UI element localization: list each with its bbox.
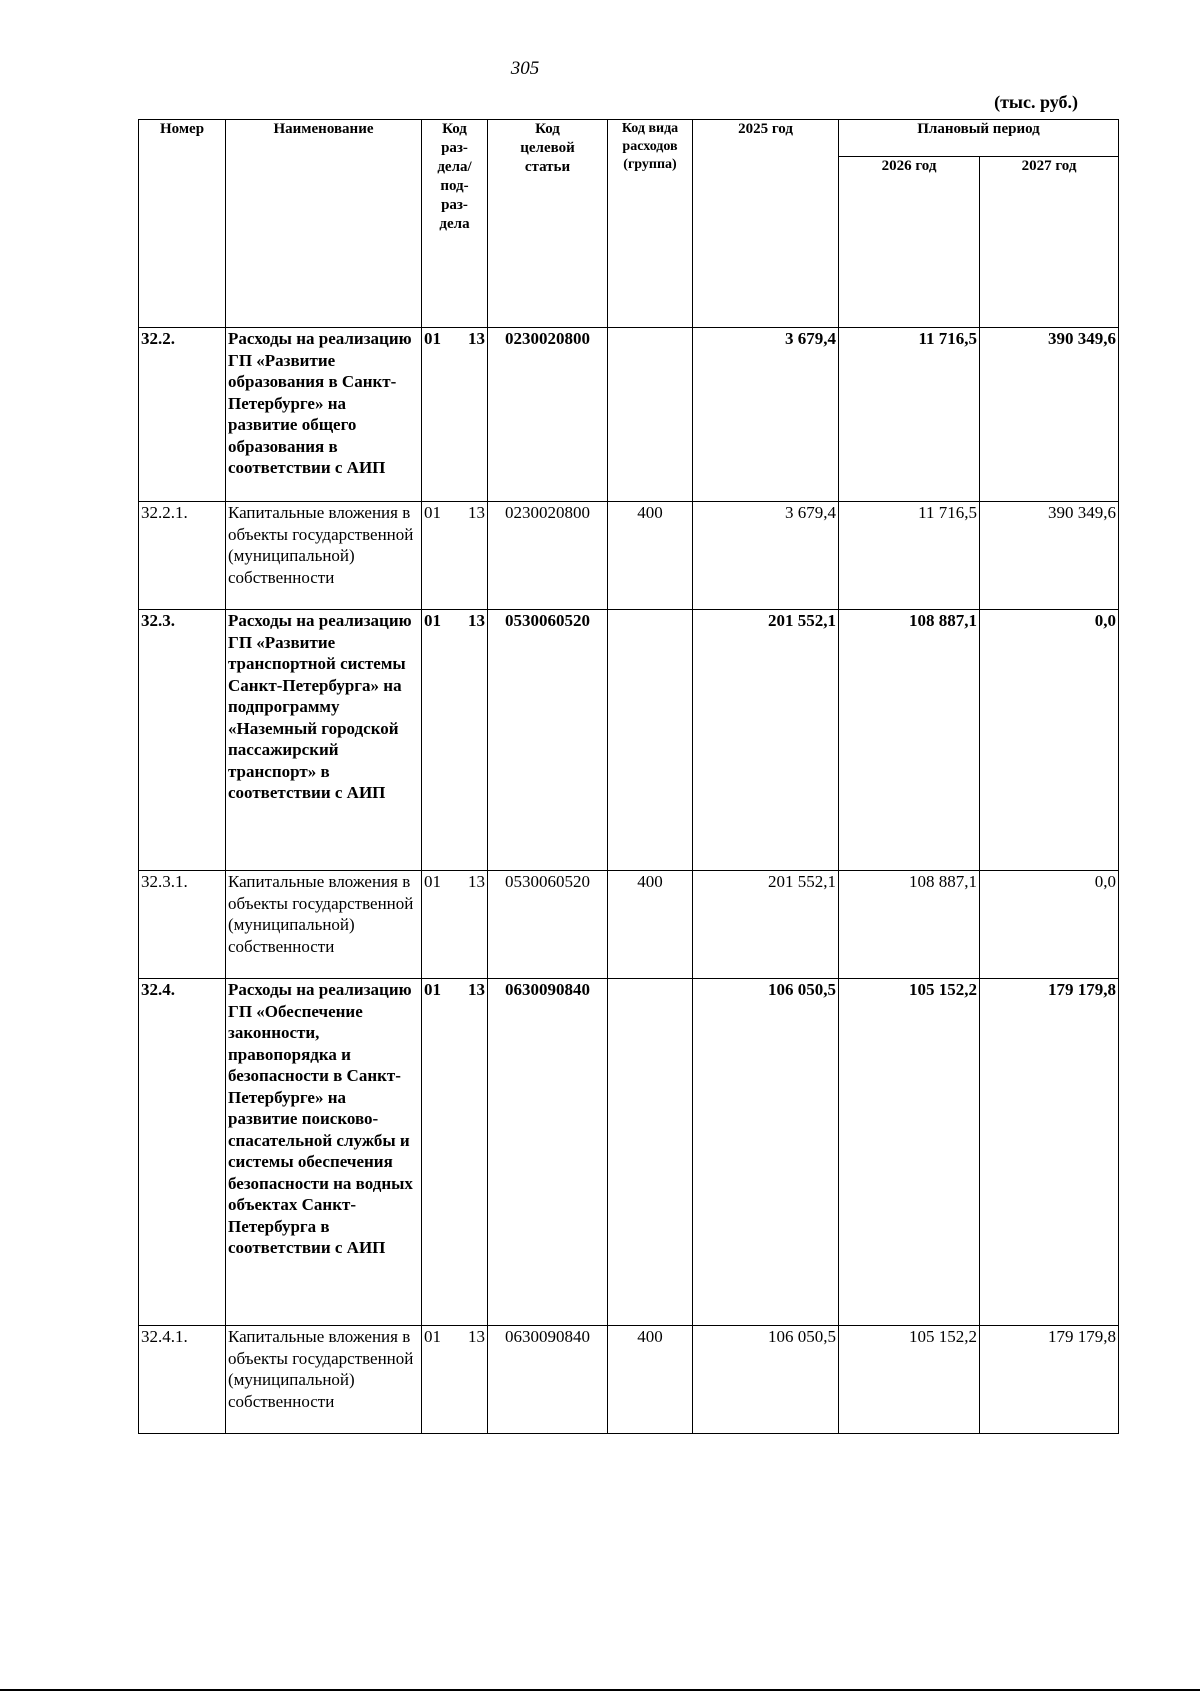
table-row [139,328,1119,502]
header-number: Номер [139,120,226,328]
row-name: Капитальные вложения в объекты государственной (муниципальной) собственности [226,1326,422,1434]
row-section [422,871,488,979]
row-target-code: 0630090840 [488,979,608,1326]
header-target: Код целевой статьи [488,120,608,328]
table-row [139,979,1119,1326]
row-name: Расходы на реализацию ГП «Развитие транспортной системы Санкт-Петербурга» на подпрограмму «Наземный городской пассажирский транспорт» в соответствии с АИП [226,610,422,871]
row-target-code: 0230020800 [488,328,608,502]
row-section-code: 01 [424,1327,441,1346]
row-target-code: 0530060520 [488,610,608,871]
header-row [139,120,1119,157]
row-amount-2027: 0,0 [980,610,1119,871]
row-expense-group: 400 [608,1326,693,1434]
page-number: 305 [510,58,540,79]
header-year-2025: 2025 год [693,120,839,328]
table-row [139,502,1119,610]
row-subsection-code: 13 [468,872,485,891]
row-name: Расходы на реализацию ГП «Обеспечение законности, правопорядка и безопасности в Санкт-Петербурге» на развитие поисково-спасательной службы и системы обеспечения безопасности на водных объектах Санкт-Петербурга в соответствии с АИП [226,979,422,1326]
row-expense-group [608,610,693,871]
row-section [422,502,488,610]
scan-bottom-edge [0,1689,1200,1691]
row-subsection-code: 13 [468,503,485,522]
header-planned-period: Плановый период [839,120,1119,157]
row-number: 32.3.1. [139,871,226,979]
row-amount-2026: 108 887,1 [839,871,980,979]
row-amount-2026: 108 887,1 [839,610,980,871]
row-amount-2025: 201 552,1 [693,610,839,871]
row-section-code: 01 [424,611,441,630]
row-target-code: 0530060520 [488,871,608,979]
row-number: 32.4.1. [139,1326,226,1434]
row-amount-2025: 106 050,5 [693,1326,839,1434]
row-name: Капитальные вложения в объекты государственной (муниципальной) собственности [226,502,422,610]
header-section: Код раз-дела/ под-раз-дела [422,120,488,328]
table-row [139,610,1119,871]
row-section-code: 01 [424,980,441,999]
units-label: (тыс. руб.) [994,92,1078,112]
row-target-code: 0630090840 [488,1326,608,1434]
table-row [139,871,1119,979]
row-expense-group: 400 [608,871,693,979]
row-section [422,979,488,1326]
row-amount-2025: 3 679,4 [693,328,839,502]
row-name: Капитальные вложения в объекты государственной (муниципальной) собственности [226,871,422,979]
row-amount-2026: 105 152,2 [839,979,980,1326]
row-amount-2026: 105 152,2 [839,1326,980,1434]
row-subsection-code: 13 [468,980,485,999]
row-amount-2027: 179 179,8 [980,1326,1119,1434]
row-amount-2026: 11 716,5 [839,502,980,610]
row-section-code: 01 [424,503,441,522]
row-number: 32.4. [139,979,226,1326]
row-amount-2027: 390 349,6 [980,328,1119,502]
row-amount-2025: 106 050,5 [693,979,839,1326]
table-row [139,1326,1119,1434]
row-amount-2027: 390 349,6 [980,502,1119,610]
row-subsection-code: 13 [468,1327,485,1346]
row-amount-2025: 3 679,4 [693,502,839,610]
row-amount-2027: 0,0 [980,871,1119,979]
table-body [139,328,1119,1434]
row-number: 32.2. [139,328,226,502]
row-section-code: 01 [424,872,441,891]
header-year-2027: 2027 год [980,157,1119,328]
row-target-code: 0230020800 [488,502,608,610]
budget-table [138,119,1119,1434]
row-number: 32.3. [139,610,226,871]
row-expense-group [608,328,693,502]
row-number: 32.2.1. [139,502,226,610]
row-amount-2025: 201 552,1 [693,871,839,979]
row-section-code: 01 [424,329,441,348]
row-amount-2027: 179 179,8 [980,979,1119,1326]
row-section [422,1326,488,1434]
header-expense-type: Код вида расходов (группа) [608,120,693,328]
row-expense-group [608,979,693,1326]
row-subsection-code: 13 [468,329,485,348]
row-amount-2026: 11 716,5 [839,328,980,502]
header-year-2026: 2026 год [839,157,980,328]
row-section [422,610,488,871]
row-section [422,328,488,502]
row-name: Расходы на реализацию ГП «Развитие образования в Санкт-Петербурге» на развитие общего образования в соответствии с АИП [226,328,422,502]
row-subsection-code: 13 [468,611,485,630]
row-expense-group: 400 [608,502,693,610]
header-name: Наименование [226,120,422,328]
